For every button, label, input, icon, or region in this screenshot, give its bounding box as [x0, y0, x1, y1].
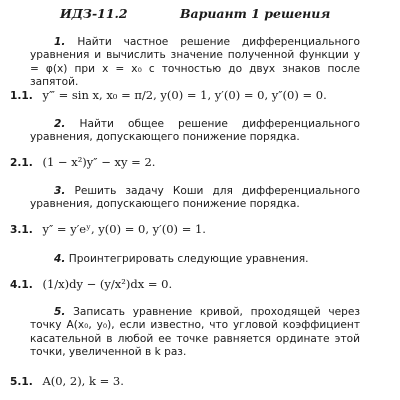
task-statement: Решить задачу Коши для дифференциального уравнения, допускающего понижение порядка.	[30, 185, 360, 211]
equation-body: A(0, 2), k = 3.	[42, 374, 124, 388]
equation-body: (1 − x²)y″ − xy = 2.	[42, 155, 156, 169]
task-statement: Записать уравнение кривой, проходящей через точку A(x₀, y₀), если известно, что угловой коэффициент касательной в любой ее точке равняется ординате этой точки, увеличенной в k раз.	[30, 306, 360, 358]
equation-label: 2.1.	[10, 157, 33, 169]
assignment-title: ИДЗ-11.2	[60, 6, 128, 21]
equation-1-1	[10, 88, 327, 102]
equation-label: 4.1.	[10, 279, 33, 291]
page-header	[60, 6, 330, 21]
task-number: 4.	[54, 253, 66, 265]
task-statement: Проинтегрировать следующие уравнения.	[68, 253, 309, 265]
equation-label: 5.1.	[10, 376, 33, 388]
task-5-text	[30, 306, 360, 359]
equation-2-1	[10, 155, 155, 169]
equation-4-1	[10, 277, 172, 291]
task-2-text	[30, 118, 360, 145]
task-number: 1.	[54, 36, 66, 48]
task-number: 2.	[54, 118, 66, 130]
equation-3-1	[10, 222, 206, 236]
task-3-text	[30, 185, 360, 212]
equation-body: (1/x)dy − (y/x²)dx = 0.	[42, 277, 173, 291]
task-statement: Найти частное решение дифференциального уравнения и вычислить значение полученной функции y = φ(x) при x = x₀ с точностью до двух знаков после запятой.	[30, 36, 360, 88]
task-1-text	[30, 36, 360, 89]
equation-body: y″ = y′eʸ, y(0) = 0, y′(0) = 1.	[42, 222, 206, 236]
equation-label: 1.1.	[10, 90, 33, 102]
task-number: 3.	[54, 185, 66, 197]
variant-title: Вариант 1 решения	[179, 6, 331, 21]
task-number: 5.	[54, 306, 66, 318]
task-statement: Найти общее решение дифференциального уравнения, допускающего понижение порядка.	[30, 118, 360, 144]
equation-body: y‴ = sin x, x₀ = π/2, y(0) = 1, y′(0) = 0, y″(0) = 0.	[42, 88, 327, 102]
task-4-text	[30, 253, 360, 266]
equation-label: 3.1.	[10, 224, 33, 236]
equation-5-1	[10, 374, 124, 388]
